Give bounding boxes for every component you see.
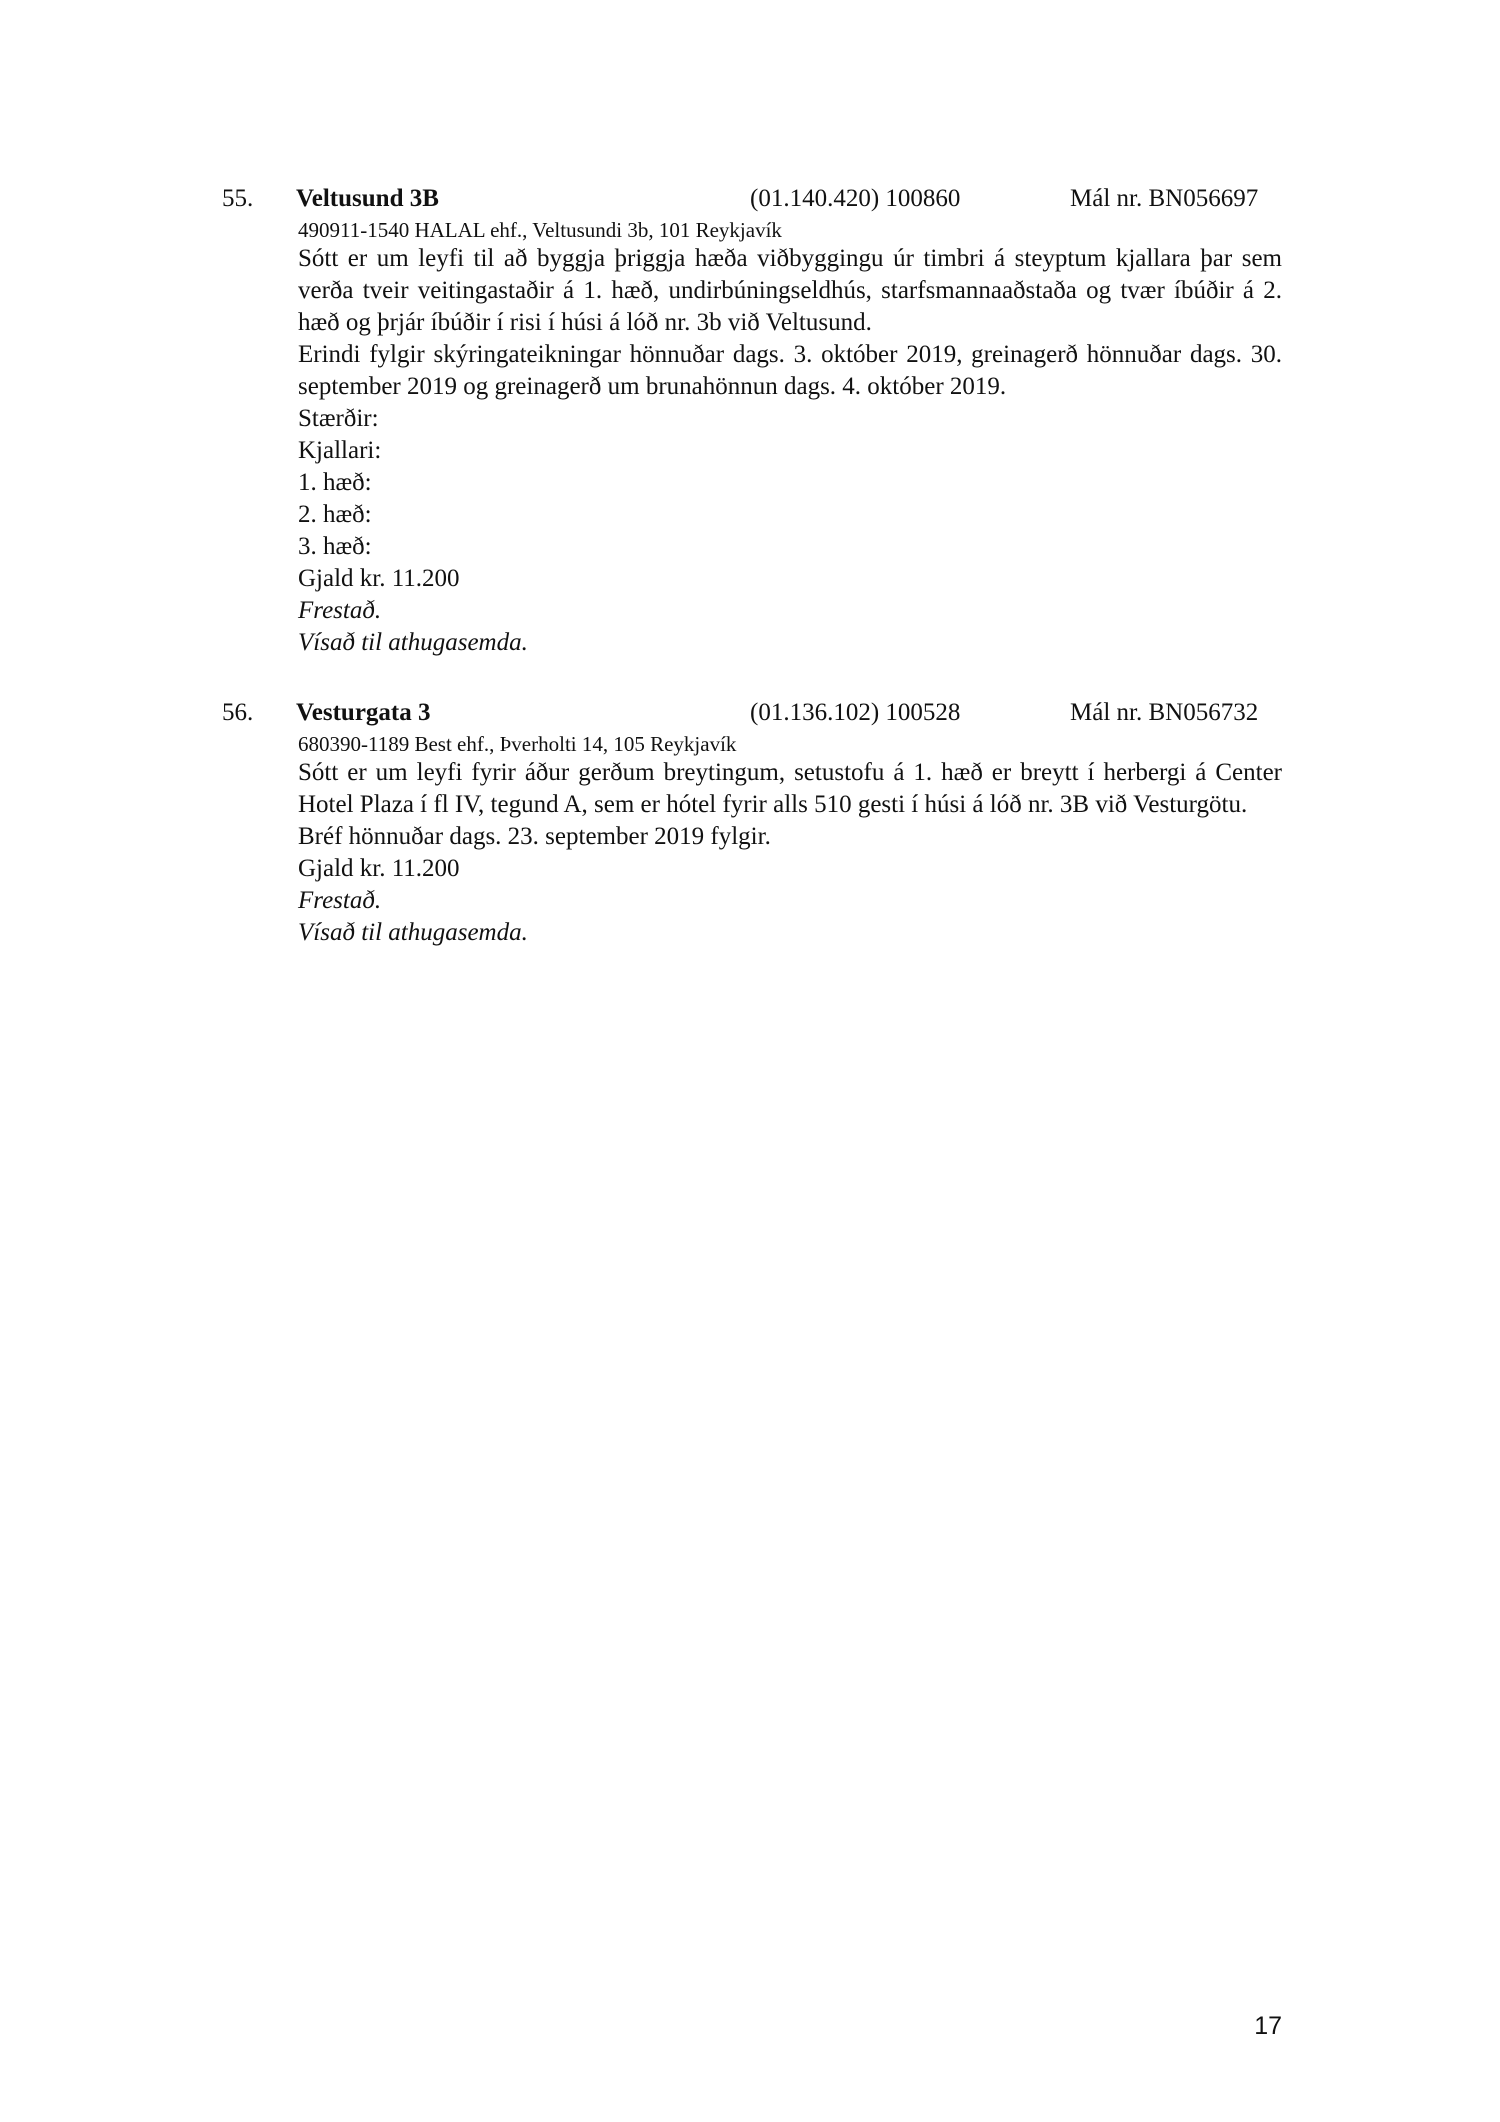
case-number: 56. [222,699,254,726]
case-header [0,181,1500,217]
referral: Vísað til athugasemda. [298,629,528,656]
case-address: Vesturgata 3 [296,699,431,726]
decision: Frestað. [298,887,382,914]
case-entry [0,181,1500,659]
size-row: 2. hæð: [298,501,372,528]
decision: Frestað. [298,597,382,624]
case-attachments: Erindi fylgir skýringateikningar hönnuðar dags. 3. október 2019, greinagerð hönnuðar dags. 30. september 2019 og greinagerð um brunahönnun dags. 4. október 2019. [298,341,1282,400]
land-id: (01.136.102) 100528 [750,699,961,726]
case-reference: Mál nr. BN056697 [1070,185,1259,212]
fee: Gjald kr. 11.200 [298,855,460,882]
size-row: 1. hæð: [298,469,372,496]
fee: Gjald kr. 11.200 [298,565,460,592]
size-row: 3. hæð: [298,533,372,560]
case-description: Sótt er um leyfi til að byggja þriggja hæða viðbyggingu úr timbri á steyptum kjallara þar sem verða tveir veitingastaðir á 1. hæð, undirbúningseldhús, starfsmannaaðstaða og tvær íbúðir á 2. hæð og þrjár íbúðir í risi í húsi á lóð nr. 3b við Veltusund. [298,245,1282,336]
case-address: Veltusund 3B [296,185,439,212]
applicant: 680390-1189 Best ehf., Þverholti 14, 105 Reykjavík [298,732,737,756]
case-header [0,695,1500,731]
case-body [298,243,1282,659]
case-entry [0,695,1500,949]
referral: Vísað til athugasemda. [298,919,528,946]
case-description: Sótt er um leyfi fyrir áður gerðum breytingum, setustofu á 1. hæð er breytt í herbergi á Center Hotel Plaza í fl IV, tegund A, sem er hótel fyrir alls 510 gesti í húsi á lóð nr. 3B við Vesturgötu. [298,759,1282,818]
case-reference: Mál nr. BN056732 [1070,699,1259,726]
sizes-label: Stærðir: [298,405,379,432]
land-id: (01.140.420) 100860 [750,185,961,212]
case-body [298,757,1282,949]
page-number: 17 [1254,2012,1282,2040]
case-number: 55. [222,185,254,212]
case-attachments: Bréf hönnuðar dags. 23. september 2019 fylgir. [298,823,771,850]
applicant: 490911-1540 HALAL ehf., Veltusundi 3b, 101 Reykjavík [298,218,782,242]
size-row: Kjallari: [298,437,382,464]
